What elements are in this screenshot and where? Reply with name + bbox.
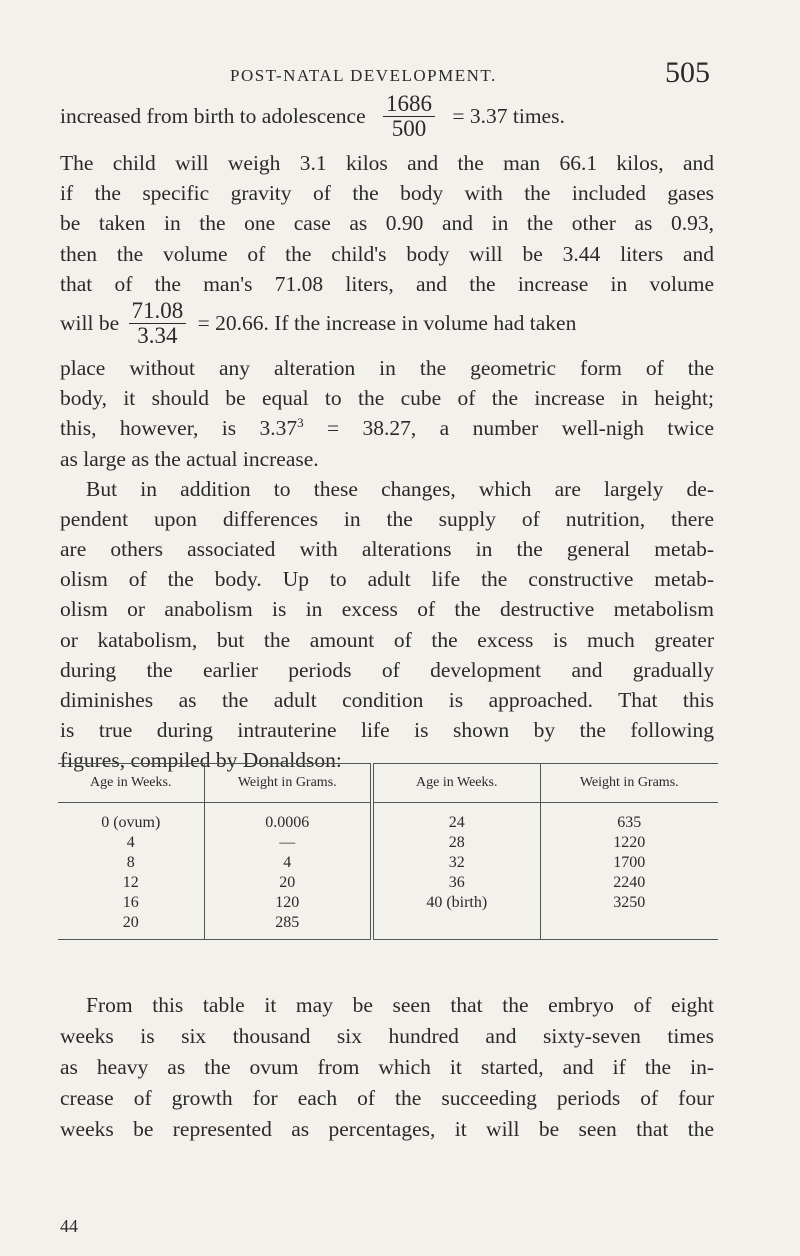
text-line: are others associated with alterations in the general metab- (60, 537, 714, 562)
equation-line-1 (60, 92, 714, 148)
text-line: From this table it may be seen that the embryo of eight (86, 993, 714, 1017)
table-cell: 36 (372, 873, 540, 893)
table-cell: 0.0006 (204, 803, 372, 834)
table-row (58, 893, 718, 913)
text-line: or katabolism, but the amount of the excess is much greater (60, 627, 714, 652)
table-cell: 1220 (540, 833, 718, 853)
table-cell (372, 913, 540, 940)
table-cell: 120 (204, 893, 372, 913)
column-header: Weight in Grams. (540, 764, 718, 803)
table-cell (540, 913, 718, 940)
text-line: weeks be represented as percentages, it will be seen that the (60, 1117, 714, 1141)
text-line-cube (60, 413, 714, 443)
table-cell: 635 (540, 803, 718, 834)
fraction-denominator: 500 (383, 116, 435, 141)
table-cell: 285 (204, 913, 372, 940)
table-cell: 16 (122, 894, 139, 911)
table-cell: 8 (126, 854, 135, 871)
table-cell: 4 (126, 834, 135, 851)
text-segment: = 20.66. If the increase in volume had taken (197, 311, 577, 336)
table-cell: 12 (122, 874, 139, 891)
table-cell: — (204, 833, 372, 853)
paragraph-table-analysis (60, 990, 714, 1145)
fraction-numerator: 71.08 (131, 297, 184, 323)
column-header: Age in Weeks. (58, 764, 204, 803)
text-line: The child will weigh 3.1 kilos and the man 66.1 kilos, and (60, 151, 714, 175)
text-line: during the earlier periods of development and gradually (60, 657, 714, 682)
text-line: olism of the body. Up to adult life the constructive metab- (60, 567, 714, 592)
table-row (58, 873, 718, 893)
text-segment: = 3.37 times. (452, 104, 565, 129)
fraction-denominator: 3.34 (129, 323, 187, 348)
table-header-row (58, 764, 718, 803)
table-cell: 40 (birth) (372, 893, 540, 913)
table-row (58, 853, 718, 873)
text-line: is true during intrauterine life is shown by the following (60, 718, 714, 743)
embryo-weight-table (58, 763, 718, 975)
text-line: olism or anabolism is in excess of the destructive metabolism (60, 597, 714, 622)
table-cell: 4 (204, 853, 372, 873)
text-line: be taken in the one case as 0.90 and in the other as 0.93, (60, 211, 714, 236)
table-cell: 2240 (540, 873, 718, 893)
table-row (58, 913, 718, 940)
fraction-numerator: 1686 (386, 91, 433, 116)
text-segment: this, however, is 3.37 (60, 416, 298, 441)
text-line: as large as the actual increase. (60, 446, 319, 471)
column-header: Weight in Grams. (204, 764, 372, 803)
text-line: as heavy as the ovum from which it started, and if the in- (60, 1055, 714, 1079)
text-segment: increased from birth to adolescence (60, 104, 366, 129)
table-cell: 20 (58, 913, 204, 940)
exponent: 3 (297, 415, 304, 431)
running-head: POST-NATAL DEVELOPMENT. (230, 66, 497, 85)
column-header: Age in Weeks. (372, 764, 540, 803)
text-line: But in addition to these changes, which are largely de- (86, 476, 714, 501)
text-line: if the specific gravity of the body with the included gases (60, 181, 714, 206)
fraction-weight-ratio (383, 92, 435, 141)
signature-mark: 44 (60, 1216, 78, 1236)
data-table (58, 763, 718, 940)
paragraph-growth-ratio (60, 91, 714, 776)
text-segment: will be (60, 311, 120, 336)
table-cell: 0 (ovum) (101, 814, 161, 831)
text-segment: = 38.27, a number well-nigh twice (303, 416, 714, 441)
text-line: then the volume of the child's body will be 3.44 liters and (60, 241, 714, 266)
text-line: weeks is six thousand six hundred and sixty-seven times (60, 1024, 714, 1048)
equation-line-2 (60, 299, 714, 353)
table-row (58, 803, 718, 834)
text-line: crease of growth for each of the succeeding periods of four (60, 1086, 714, 1110)
page-number: 505 (665, 56, 710, 89)
text-line: diminishes as the adult condition is approached. That this (60, 688, 714, 712)
table-cell: 1700 (540, 853, 718, 873)
table-cell: 20 (204, 873, 372, 893)
text-line: that of the man's 71.08 liters, and the increase in volume (60, 271, 714, 296)
text-line: place without any alteration in the geometric form of the (60, 355, 714, 380)
table-cell: 3250 (540, 893, 718, 913)
table-cell: 24 (372, 803, 540, 834)
text-line: pendent upon differences in the supply of nutrition, there (60, 506, 714, 531)
table-row (58, 833, 718, 853)
table-cell: 32 (372, 853, 540, 873)
text-line: body, it should be equal to the cube of the increase in height; (60, 386, 714, 411)
table-cell: 28 (372, 833, 540, 853)
fraction-volume-ratio (129, 299, 187, 348)
text-line: figures, compiled by Donaldson: (60, 748, 342, 773)
